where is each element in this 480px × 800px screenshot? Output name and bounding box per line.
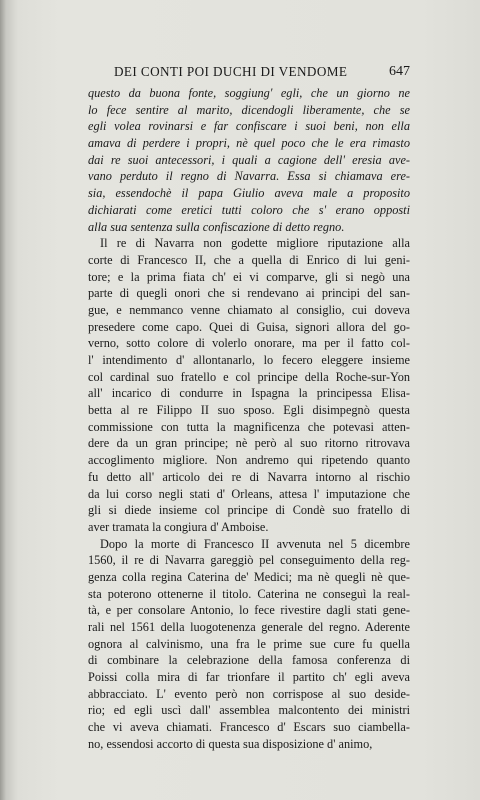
text-line: tà, e per consolare Antonio, lo fece rivestire dagli stati gene- [88, 603, 410, 618]
text-line: Dopo la morte di Francesco II avvenuta nel 5 dicembre [100, 536, 410, 551]
text-line: gue, e nemmanco venne chiamato al consiglio, cui doveva [88, 302, 410, 317]
text-line: sta poterono ottenerne il titolo. Caterina ne conseguì la real- [88, 586, 410, 601]
text-line: Poissi colla mira di far trionfare il partito ch' egli aveva [88, 670, 410, 685]
text-line: accoglimento migliore. Non andremo qui ripetendo quanto [88, 453, 410, 468]
text-line: egli volea rovinarsi e far confiscare i suoi beni, non ella [88, 119, 410, 134]
text-line: corte di Francesco II, che a quella di Enrico di lui geni- [88, 252, 410, 267]
text-line: gli si diede insieme col principe di Condè suo fratello di [88, 503, 410, 518]
text-line: dai re suoi antecessori, i quali a cagione dell' eresia ave- [88, 152, 410, 167]
text-line: tore; e la prima fiata ch' ei vi comparve, gli si negò una [88, 269, 410, 284]
text-line: abbracciato. L' evento però non corrispose al suo deside- [88, 686, 410, 701]
body-text [88, 85, 410, 753]
text-line: da lui corso negli stati d' Orleans, attesa l' imputazione che [88, 486, 410, 501]
text-line: che vi aveva chiamati. Francesco d' Escars suo ciambella- [88, 720, 410, 735]
text-line: aver tramata la congiura d' Amboise. [88, 519, 269, 534]
text-line: rali nel 1561 della luogotenenza generale del regno. Aderente [88, 620, 410, 634]
page-header [88, 64, 410, 84]
text-line: lo fece sentire al marito, dicendogli liberamente, che se [88, 102, 410, 117]
text-line: l' intendimento d' allontanarlo, lo fecero eleggere insieme [88, 353, 410, 367]
paragraph [88, 235, 410, 535]
running-title: DEI CONTI POI DUCHI DI VENDOME [114, 64, 348, 79]
text-line: verno, sotto colore di volerlo onorare, ma per il fatto col- [88, 336, 410, 351]
text-line: fu detto all' articolo dei re di Navarra intorno al rischio [88, 469, 410, 484]
text-line: parte di quegli onori che si rendevano ai principi del san- [88, 286, 410, 301]
text-line: amava di perdere i propri, nè quel poco che le era rimasto [88, 136, 410, 151]
text-line: ognora al calvinismo, una fra le prime sue cure fu quella [88, 636, 410, 651]
text-line: dere da un gran principe; nè però al suo ritorno ritrovava [88, 436, 410, 451]
text-line: Il re di Navarra non godette migliore riputazione alla [100, 236, 410, 251]
page-number: 647 [389, 64, 410, 79]
text-line: no, essendosi accorto di questa sua disposizione d' animo, [88, 736, 373, 751]
text-line: col cardinal suo fratello e col principe della Roche-sur-Yon [88, 369, 410, 384]
text-line: betta al re Filippo II suo sposo. Egli disimpegnò questa [88, 403, 410, 418]
text-line: genza colla regina Caterina de' Medici; ma nè quegli nè que- [88, 569, 410, 584]
text-line: presedere come capo. Quei di Guisa, signori allora del go- [88, 319, 410, 334]
text-line: questo da buona fonte, soggiung' egli, che un giorno ne [88, 86, 410, 100]
text-line: alla sua sentenza sulla confiscazione di detto regno. [88, 219, 345, 234]
paragraph [88, 536, 410, 753]
text-line: all' incarico di condurre in Ispagna la principessa Elisa- [88, 386, 410, 401]
text-line: dichiarati come eretici tutti coloro che s' erano opposti [88, 202, 410, 217]
text-line: rio; ed egli uscì dall' assemblea malcontento dei ministri [88, 703, 410, 718]
text-line: vano perduto il regno di Navarra. Essa si chiamava ere- [88, 169, 410, 184]
text-line: di combinare la celebrazione della famosa conferenza di [88, 653, 410, 668]
text-line: 1560, il re di Navarra gareggiò pel conseguimento della reg- [88, 553, 410, 568]
text-line: sia, essendochè il papa Giulio aveva male a proposito [88, 186, 410, 201]
paragraph [88, 85, 410, 235]
text-line: commissione con tutta la magnificenza che potevasi atten- [88, 419, 410, 434]
